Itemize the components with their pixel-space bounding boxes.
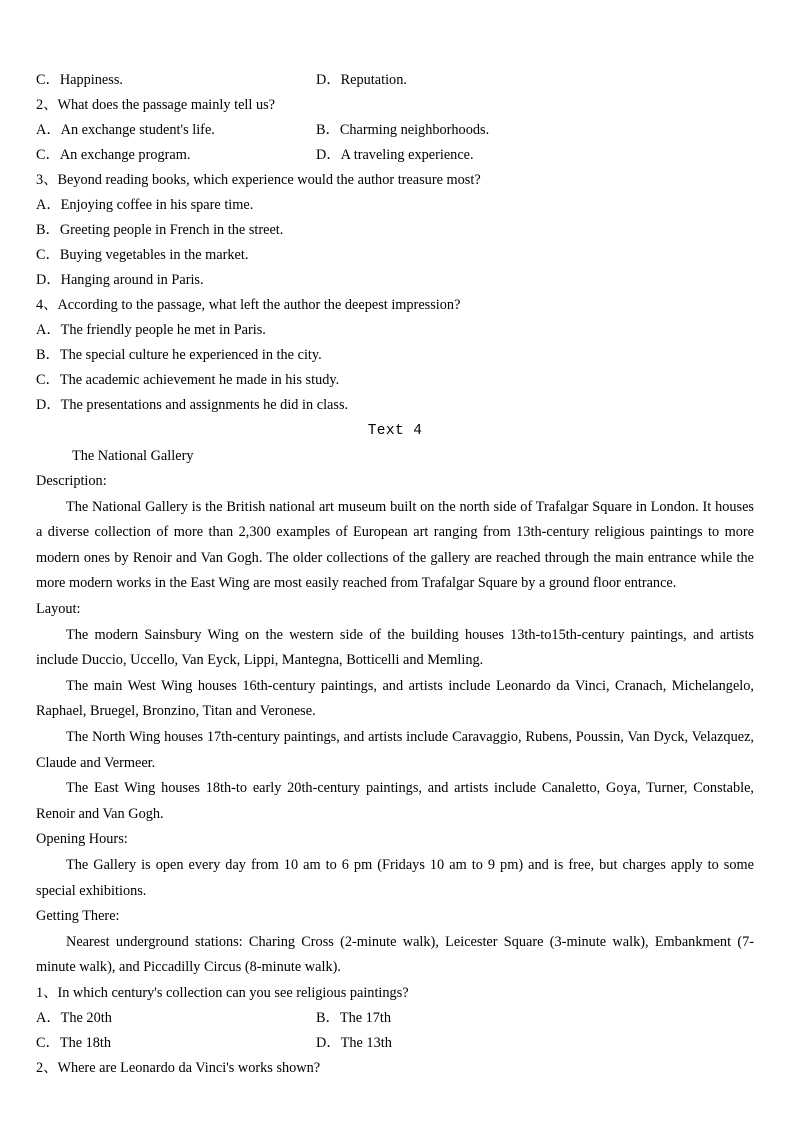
option-row <box>36 68 754 93</box>
option-d: D．The 13th <box>316 1034 392 1051</box>
question-stem-1: 1、In which century's collection can you see religious paintings? <box>36 984 409 1001</box>
option-row <box>36 1006 754 1031</box>
section-opening-hours <box>36 827 754 904</box>
paragraph: The Gallery is open every day from 10 am to 6 pm (Fridays 10 am to 9 pm) and is free, but charges apply to some special exhibitions. <box>36 856 754 899</box>
paragraph: The main West Wing houses 16th-century paintings, and artists include Leonardo da Vinci, Cranach, Michelangelo, Raphael, Bruegel, Bronzino, Titan and Veronese. <box>36 677 754 720</box>
option-a: A．The 20th <box>36 1009 112 1026</box>
option-b: B．The special culture he experienced in the city. <box>36 347 322 363</box>
option-b: B．Charming neighborhoods. <box>316 122 490 138</box>
paragraph: Nearest underground stations: Charing Cross (2-minute walk), Leicester Square (3-minute walk), Embankment (7-minute walk), and Piccadilly Circus (8-minute walk). <box>36 933 754 976</box>
section-description <box>36 469 754 597</box>
question-stem-4: 4、According to the passage, what left the author the deepest impression? <box>36 297 461 313</box>
option-row <box>36 143 754 168</box>
paragraph: The North Wing houses 17th-century paintings, and artists include Caravaggio, Rubens, Poussin, Van Dyck, Velazquez, Claude and Vermeer. <box>36 728 754 771</box>
section-getting-there <box>36 904 754 981</box>
top-question-block <box>36 68 754 418</box>
option-c: C．The 18th <box>36 1034 112 1051</box>
text-heading: Text 4 <box>367 423 423 439</box>
option-b: B．Greeting people in French in the street. <box>36 222 284 238</box>
paragraph: The modern Sainsbury Wing on the western side of the building houses 13th-to15th-century paintings, and artists include Duccio, Uccello, Van Eyck, Lippi, Mantegna, Botticelli and Memling. <box>36 626 754 669</box>
bottom-question-block <box>36 981 754 1081</box>
option-d: D．Hanging around in Paris. <box>36 272 204 288</box>
section-label: Layout: <box>36 600 81 617</box>
option-c: C．The academic achievement he made in his study. <box>36 372 340 388</box>
option-c: C．An exchange program. <box>36 147 191 163</box>
section-label: Opening Hours: <box>36 831 128 848</box>
section-layout <box>36 597 754 827</box>
question-stem-3: 3、Beyond reading books, which experience would the author treasure most? <box>36 172 481 188</box>
section-label: Description: <box>36 473 107 489</box>
question-stem-2: 2、Where are Leonardo da Vinci's works shown? <box>36 1059 321 1076</box>
paragraph: The National Gallery is the British national art museum built on the north side of Trafalgar Square in London. It houses a diverse collection of more than 2,300 examples of European art ranging from 13th-century religious paintings to more modern ones by Renoir and Van Gogh. The older collections of the gallery are reached through the main entrance while the more modern works in the East Wing are most easily reached from Trafalgar Square by a ground floor entrance. <box>36 498 754 592</box>
option-d: D．Reputation. <box>316 72 407 88</box>
option-d: D．The presentations and assignments he did in class. <box>36 397 349 413</box>
option-row <box>36 118 754 143</box>
paragraph: The East Wing houses 18th-to early 20th-century paintings, and artists include Canaletto, Goya, Turner, Constable, Renoir and Van Gogh. <box>36 780 754 822</box>
option-a: A．Enjoying coffee in his spare time. <box>36 197 254 213</box>
option-c: C．Buying vegetables in the market. <box>36 247 249 263</box>
option-c: C．Happiness. <box>36 72 123 88</box>
option-d: D．A traveling experience. <box>316 147 474 163</box>
option-b: B．The 17th <box>316 1009 392 1026</box>
passage-title: The National Gallery <box>72 448 194 464</box>
option-a: A．The friendly people he met in Paris. <box>36 322 266 338</box>
section-label: Getting There: <box>36 908 120 925</box>
question-stem-2: 2、What does the passage mainly tell us? <box>36 97 276 113</box>
option-a: A．An exchange student's life. <box>36 122 215 138</box>
option-row <box>36 1031 754 1056</box>
